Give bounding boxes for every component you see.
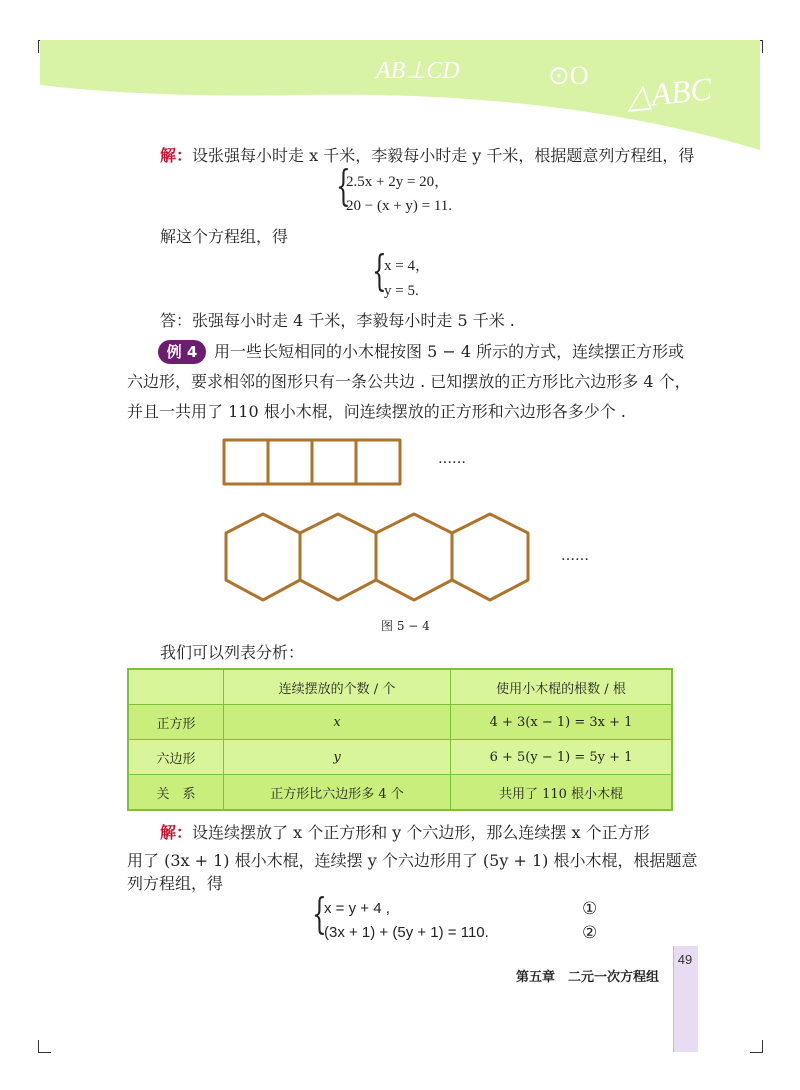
table-cell: 共用了 110 根小木棍 xyxy=(451,775,673,811)
example4-line1: 用一些长短相同的小木棍按图 5 − 4 所示的方式，连续摆正方形或 xyxy=(214,342,685,361)
example4-line2: 六边形，要求相邻的图形只有一条公共边 . 已知摆放的正方形比六边形多 4 个， xyxy=(127,372,691,391)
figure-5-4 xyxy=(0,430,800,620)
table-header-row xyxy=(128,669,672,705)
squares-ellipsis: …… xyxy=(438,451,466,467)
solution2-line3: 列方程组，得 xyxy=(127,874,224,893)
figure-caption: 图 5 − 4 xyxy=(381,619,430,633)
system1-eq2: 20 − (x + y) = 11. xyxy=(346,198,453,214)
result1-y: y = 5. xyxy=(384,283,419,299)
hexagons-ellipsis: …… xyxy=(561,548,589,564)
brace-system2: { xyxy=(312,889,327,938)
hexagon-1 xyxy=(226,514,300,600)
table-cell: 正方形 xyxy=(128,705,224,740)
hexagon-3 xyxy=(376,514,452,600)
header-decor-perpendicular: AB⊥CD xyxy=(376,58,460,84)
analysis-table xyxy=(127,668,673,811)
table-cell: 4 + 3(x − 1) = 3x + 1 xyxy=(451,705,673,740)
system2-eq2: (3x + 1) + (5y + 1) = 110. xyxy=(324,924,489,941)
table-cell: 正方形比六边形多 4 个 xyxy=(224,775,451,811)
solution1-label: 解： xyxy=(160,146,193,165)
example4-line3: 并且一共用了 110 根小木棍，问连续摆放的正方形和六边形各多少个 . xyxy=(127,402,626,421)
analysis-intro: 我们可以列表分析： xyxy=(160,643,305,662)
solution1-solve-text: 解这个方程组，得 xyxy=(160,227,289,246)
table-header-cell xyxy=(128,669,224,705)
solution2-line2: 用了 (3x + 1) 根小木棍，连续摆 y 个六边形用了 (5y + 1) 根小木棍，根据题意 xyxy=(127,851,698,870)
table-row xyxy=(128,740,672,775)
page-number: 49 xyxy=(677,952,693,967)
header-decor-circle: ⊙O xyxy=(548,61,589,90)
result1-x: x = 4， xyxy=(384,258,430,274)
table-row xyxy=(128,775,672,811)
table-row xyxy=(128,705,672,740)
solution1-answer: 答：张强每小时走 4 千米，李毅每小时走 5 千米 . xyxy=(160,311,515,330)
example4-badge: 例 4 xyxy=(158,340,206,364)
table-cell: x xyxy=(224,705,451,740)
table-header-cell: 连续摆放的个数 / 个 xyxy=(224,669,451,705)
system1-eq1: 2.5x + 2y = 20， xyxy=(346,174,450,190)
table-cell: 6 + 5(y − 1) = 5y + 1 xyxy=(451,740,673,775)
brace-result1: { xyxy=(372,246,387,295)
solution1-text: 设张强每小时走 x 千米，李毅每小时走 y 千米，根据题意列方程组，得 xyxy=(192,146,695,165)
header-decor-triangle: △ABC xyxy=(624,70,714,115)
solution2-paragraph xyxy=(160,822,650,844)
crop-mark-bottom-right xyxy=(750,1040,763,1053)
table-cell: 六边形 xyxy=(128,740,224,775)
solution2-label: 解： xyxy=(160,823,193,842)
table-cell: y xyxy=(224,740,451,775)
solution1-paragraph xyxy=(160,145,694,167)
equation-marker-1: ① xyxy=(582,899,598,918)
hexagon-2 xyxy=(300,514,376,600)
chapter-footer: 第五章 二元一次方程组 xyxy=(516,970,660,985)
hexagon-4 xyxy=(452,514,528,600)
table-header-cell: 使用小木棍的根数 / 根 xyxy=(451,669,673,705)
solution2-line1: 设连续摆放了 x 个正方形和 y 个六边形，那么连续摆 x 个正方形 xyxy=(192,823,650,842)
table-cell: 关 系 xyxy=(128,775,224,811)
equation-marker-2: ② xyxy=(582,923,598,942)
system2-eq1: x = y + 4 , xyxy=(324,900,390,917)
crop-mark-bottom-left xyxy=(38,1040,51,1053)
header-band xyxy=(0,0,800,160)
brace-system1: { xyxy=(336,161,351,210)
